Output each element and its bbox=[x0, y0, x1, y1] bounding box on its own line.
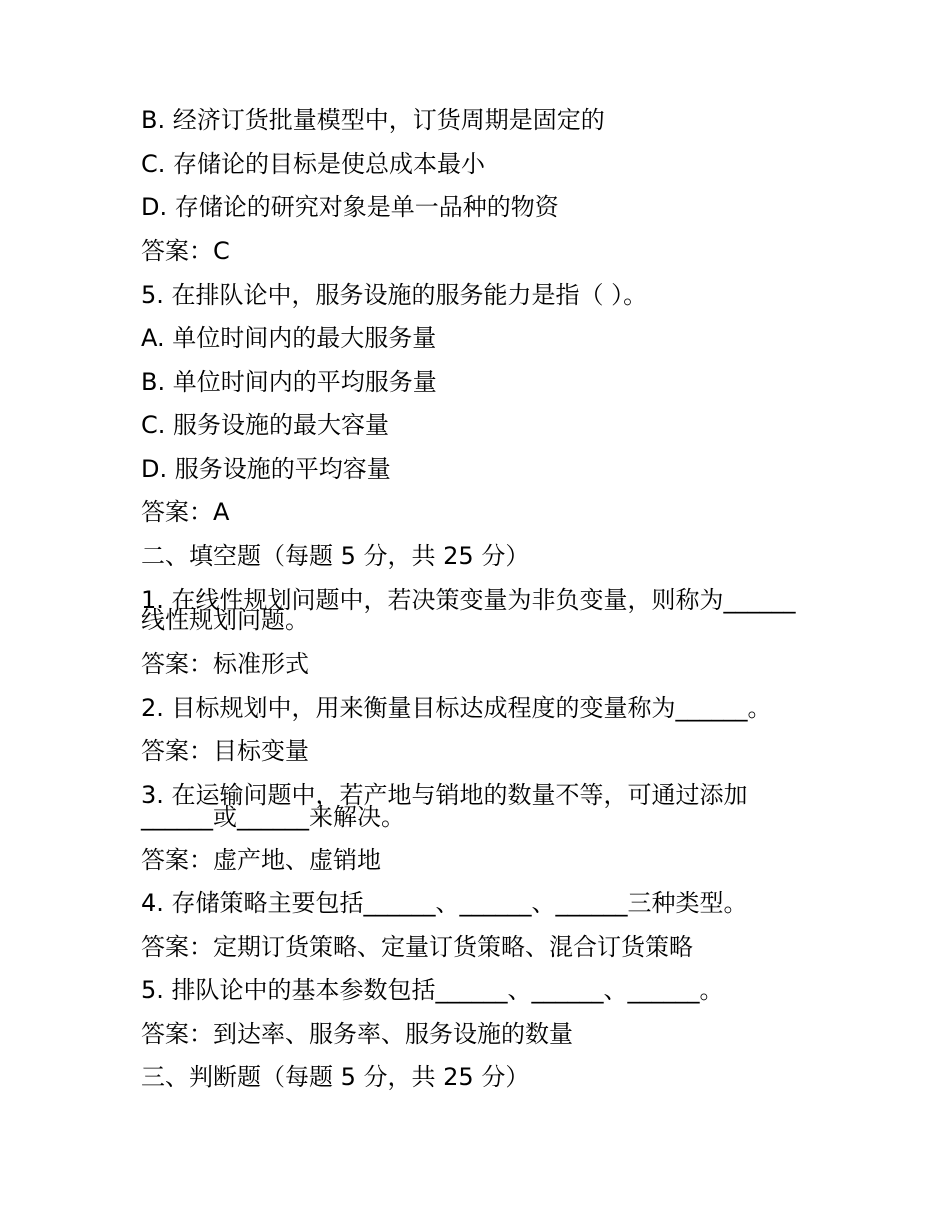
answer-line: 答案：目标变量 bbox=[141, 737, 309, 765]
answer-line: 答案：C bbox=[141, 237, 230, 265]
option-c-line: C. 存储论的目标是使总成本最小 bbox=[141, 150, 486, 178]
option-b-line: B. 单位时间内的平均服务量 bbox=[141, 368, 437, 396]
fill-question-5-line: 5. 排队论中的基本参数包括______、______、______。 bbox=[141, 976, 724, 1004]
answer-line: 答案：虚产地、虚销地 bbox=[141, 846, 381, 874]
fill-question-3-line-b: ______或______来解决。 bbox=[141, 803, 405, 831]
answer-line: 答案：定期订货策略、定量订货策略、混合订货策略 bbox=[141, 933, 693, 961]
option-a-line: A. 单位时间内的最大服务量 bbox=[141, 324, 437, 352]
fill-question-1-line-b: 线性规划问题。 bbox=[141, 606, 309, 634]
fill-question-2-line: 2. 目标规划中，用来衡量目标达成程度的变量称为______。 bbox=[141, 694, 772, 722]
question-5-line: 5. 在排队论中，服务设施的服务能力是指（ ）。 bbox=[141, 281, 648, 309]
fill-question-3-line-a: 3. 在运输问题中，若产地与销地的数量不等，可通过添加 bbox=[141, 781, 748, 809]
section-heading-true-false: 三、判断题（每题 5 分，共 25 分） bbox=[141, 1063, 530, 1091]
answer-line: 答案：标准形式 bbox=[141, 650, 309, 678]
answer-line: 答案：A bbox=[141, 498, 230, 526]
option-d-line: D. 服务设施的平均容量 bbox=[141, 455, 391, 483]
fill-question-1-line-a: 1. 在线性规划问题中，若决策变量为非负变量，则称为______ bbox=[141, 586, 796, 614]
section-heading-fill-in: 二、填空题（每题 5 分，共 25 分） bbox=[141, 542, 530, 570]
answer-line: 答案：到达率、服务率、服务设施的数量 bbox=[141, 1020, 573, 1048]
option-d-line: D. 存储论的研究对象是单一品种的物资 bbox=[141, 193, 559, 221]
option-b-line: B. 经济订货批量模型中，订货周期是固定的 bbox=[141, 106, 605, 134]
option-c-line: C. 服务设施的最大容量 bbox=[141, 411, 390, 439]
fill-question-4-line: 4. 存储策略主要包括______、______、______三种类型。 bbox=[141, 889, 748, 917]
